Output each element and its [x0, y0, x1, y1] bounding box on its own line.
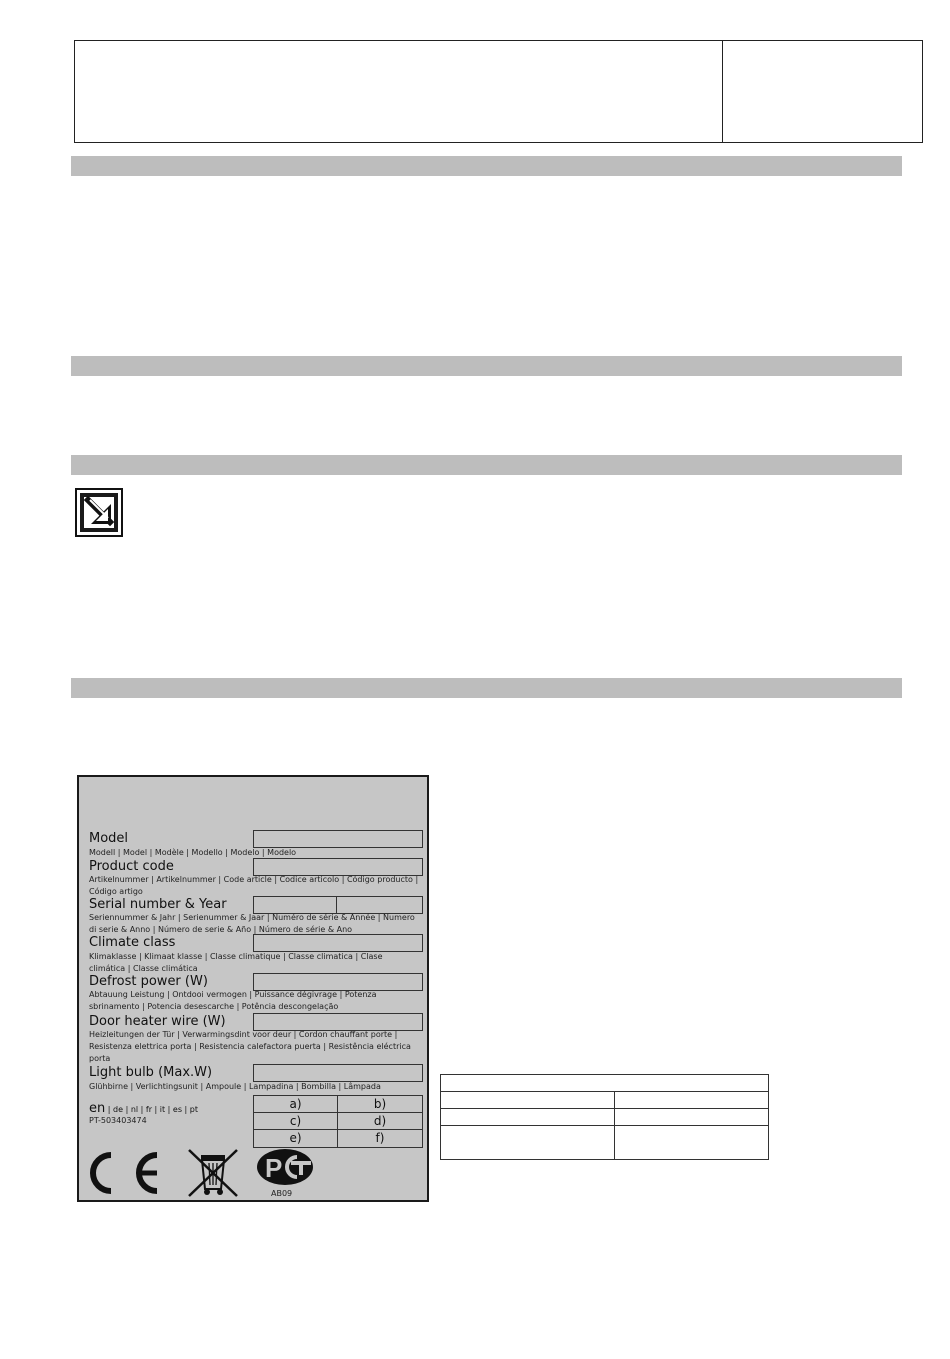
defrost-subtitle: Abtauung Leistung | Ontdooi vermogen | Puissance dégivrage | Potenza sbrinamento | Potencia desescarche | Potência descongelação [89, 990, 377, 1011]
crossed-bin-icon [183, 1147, 243, 1199]
language-others: | de | nl | fr | it | es | pt [105, 1105, 198, 1114]
table-column-divider [614, 1092, 615, 1160]
section-bar-2 [71, 356, 902, 376]
language-main: en [89, 1101, 106, 1116]
climate-subtitle: Klimaklasse | Klimaat klasse | Classe climatique | Classe climatica | Clase climática | Classe climática [89, 952, 383, 973]
light-bulb-subtitle: Glühbirne | Verlichtingsunit | Ampoule | Lampadina | Bombilla | Lâmpada [89, 1082, 381, 1091]
plate-code: PT-503403474 [89, 1116, 147, 1125]
section-bar-4 [71, 678, 902, 698]
pct-certification-icon [255, 1147, 315, 1187]
ce-mark-icon [87, 1149, 167, 1197]
model-title: Model [89, 831, 129, 846]
rating-plate [77, 775, 429, 1202]
grid-cell-e: e) [254, 1130, 338, 1147]
header-box [74, 40, 923, 143]
product-code-subtitle: Artikelnummer | Artikelnummer | Code article | Codice articolo | Código producto | Código artigo [89, 875, 419, 896]
model-field [253, 830, 423, 848]
climate-title: Climate class [89, 935, 176, 950]
arrow-down-right-icon [75, 488, 123, 537]
blank-table [440, 1074, 769, 1160]
model-subtitle: Modell | Model | Modèle | Modello | Modelo | Modelo [89, 848, 297, 857]
table-line [441, 1108, 768, 1109]
grid-cell-b: b) [338, 1096, 422, 1113]
serial-title: Serial number & Year [89, 897, 227, 912]
table-line [441, 1091, 768, 1092]
product-code-title: Product code [89, 859, 174, 874]
pct-code: AB09 [271, 1189, 293, 1198]
table-line [441, 1125, 768, 1126]
door-heater-subtitle: Heizleitungen der Tür | Verwarmingsdint voor deur | Cordon chauffant porte | Resistenza elettrica porta | Resistencia calefactora puerta | Resistência eléctrica porta [89, 1030, 411, 1063]
section-bar-3 [71, 455, 902, 475]
grid-cell-a: a) [254, 1096, 338, 1113]
grid-cell-c: c) [254, 1113, 338, 1130]
section-bar-1 [71, 156, 902, 176]
light-bulb-field [253, 1064, 423, 1082]
defrost-title: Defrost power (W) [89, 974, 208, 989]
grid-cell-d: d) [338, 1113, 422, 1130]
climate-field [253, 934, 423, 952]
door-heater-title: Door heater wire (W) [89, 1014, 226, 1029]
light-bulb-title: Light bulb (Max.W) [89, 1065, 213, 1080]
plate-grid [253, 1095, 423, 1148]
grid-cell-f: f) [375, 1131, 385, 1145]
header-divider [722, 40, 723, 143]
svg-text:P: P [265, 1153, 283, 1183]
serial-subtitle: Seriennummer & Jahr | Serienummer & Jaar | Numéro de série & Année | Numero di serie & Anno | Número de serie & Año | Número de série & Ano [89, 913, 415, 934]
language-list [89, 1097, 198, 1116]
